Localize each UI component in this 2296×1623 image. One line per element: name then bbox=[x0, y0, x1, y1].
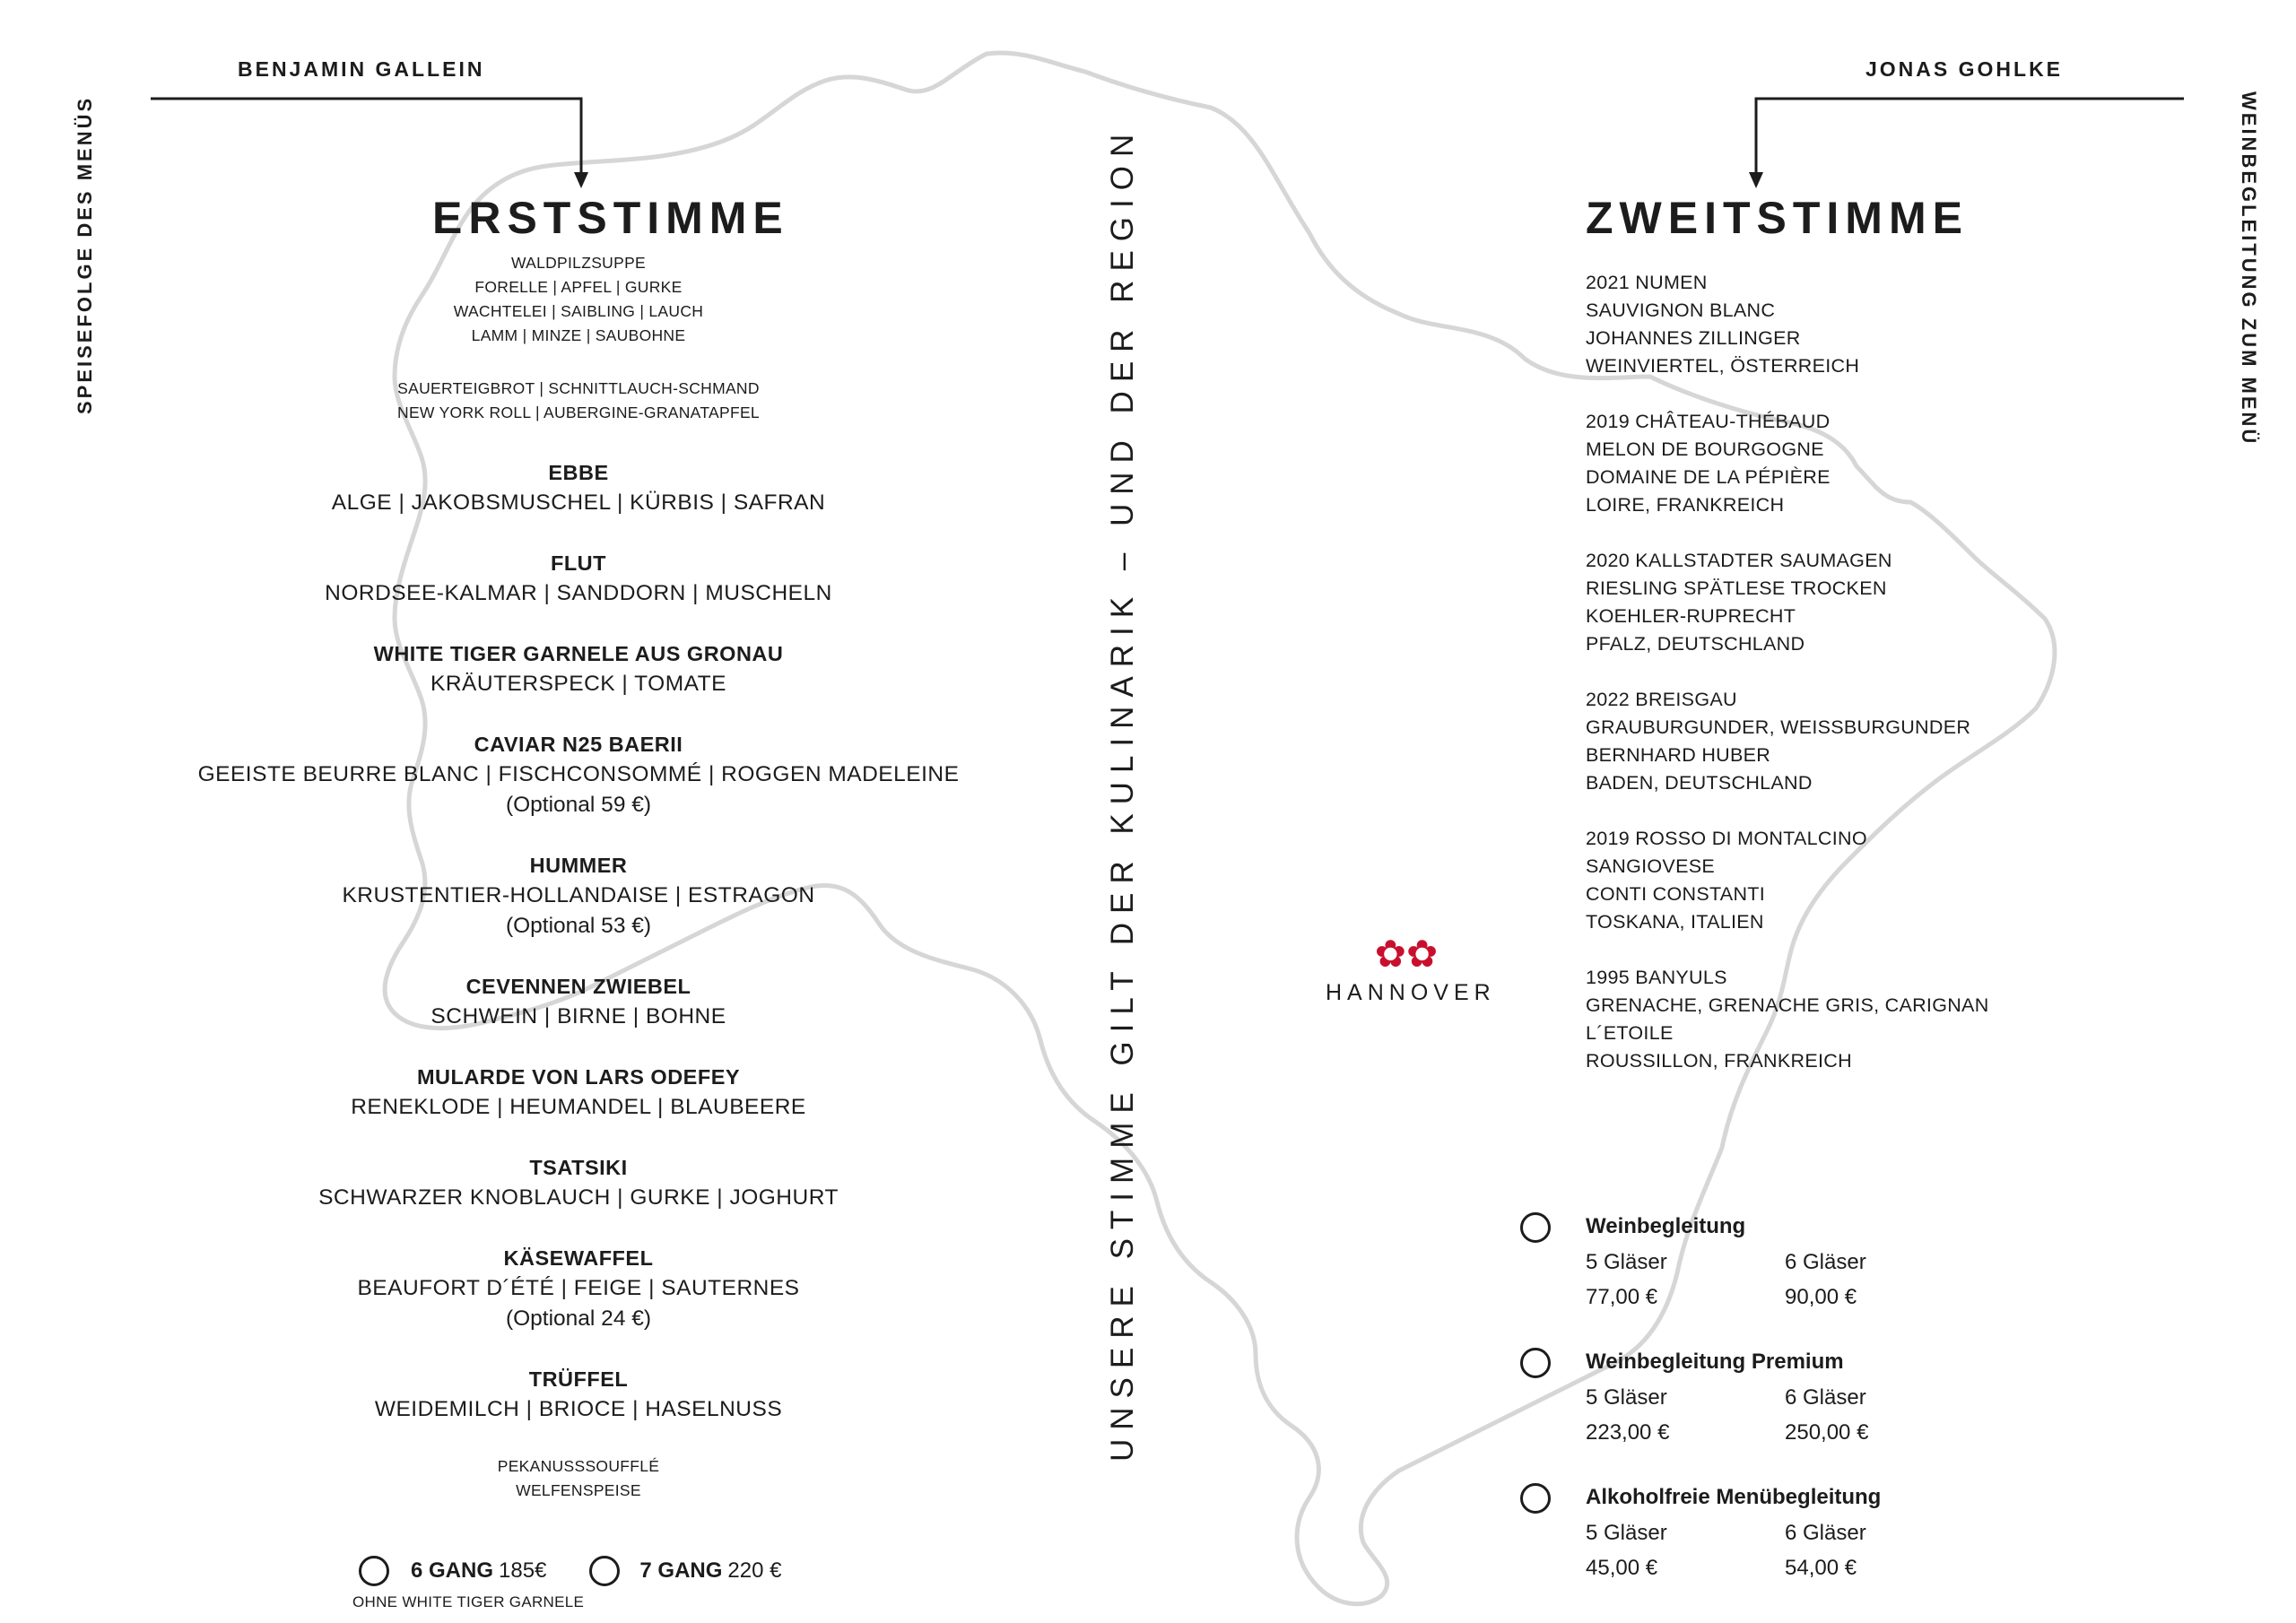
pairing-option bbox=[1520, 1212, 2058, 1320]
course-desc: RENEKLODE | HEUMANDEL | BLAUBEERE bbox=[351, 1095, 806, 1119]
menu-choice-note: OHNE WHITE TIGER GARNELE bbox=[352, 1593, 585, 1610]
course-item bbox=[135, 729, 1022, 820]
course-item bbox=[135, 1062, 1022, 1123]
six-course-price: 185€ bbox=[499, 1558, 547, 1583]
amuse-line: FORELLE | APFEL | GURKE bbox=[474, 278, 683, 296]
pairing-col1-label: 5 Gläser bbox=[1586, 1385, 1667, 1410]
course-desc: ALGE | JAKOBSMUSCHEL | KÜRBIS | SAFRAN bbox=[331, 490, 826, 515]
course-desc: NORDSEE-KALMAR | SANDDORN | MUSCHELN bbox=[325, 581, 832, 605]
michelin-brand bbox=[1326, 933, 1496, 1006]
wine-line: BADEN, DEUTSCHLAND bbox=[1586, 772, 1813, 794]
wine-line: TOSKANA, ITALIEN bbox=[1586, 911, 1764, 933]
seven-course-label: 7 GANG bbox=[639, 1558, 723, 1583]
pairing-col1-label: 5 Gläser bbox=[1586, 1250, 1667, 1274]
city-name: HANNOVER bbox=[1326, 980, 1496, 1005]
course-name: EBBE bbox=[548, 461, 609, 484]
wine-line: GRENACHE, GRENACHE GRIS, CARIGNAN bbox=[1586, 994, 1989, 1016]
wine-item bbox=[1586, 269, 1989, 380]
wine-line: JOHANNES ZILLINGER bbox=[1586, 327, 1801, 349]
pairing-option bbox=[1520, 1348, 2058, 1455]
pairing-option bbox=[1520, 1483, 2058, 1591]
petits-fours-line: WELFENSPEISE bbox=[516, 1481, 641, 1499]
wine-line: 2020 KALLSTADTER SAUMAGEN bbox=[1586, 550, 1892, 571]
bread-group bbox=[135, 377, 1022, 425]
pairing-col1-label: 5 Gläser bbox=[1586, 1521, 1667, 1545]
course-name: KÄSEWAFFEL bbox=[503, 1246, 654, 1270]
pairing-name: Weinbegleitung bbox=[1586, 1214, 1746, 1238]
sommelier-name: JONAS GOHLKE bbox=[1866, 57, 2064, 81]
pairing-name: Weinbegleitung Premium bbox=[1586, 1350, 1844, 1374]
right-side-label: WEINBEGLEITUNG ZUM MENÜ bbox=[2238, 91, 2260, 447]
pairing-name: Alkoholfreie Menübegleitung bbox=[1586, 1485, 1882, 1509]
amuse-line: WACHTELEI | SAIBLING | LAUCH bbox=[453, 302, 704, 320]
pairing-col2-label: 6 Gläser bbox=[1785, 1521, 1866, 1545]
wine-line: MELON DE BOURGOGNE bbox=[1586, 438, 1824, 460]
course-desc: KRÄUTERSPECK | TOMATE bbox=[430, 672, 726, 696]
wine-line: DOMAINE DE LA PÉPIÈRE bbox=[1586, 466, 1831, 488]
wine-line: SANGIOVESE bbox=[1586, 855, 1715, 877]
wine-line: ROUSSILLON, FRANKREICH bbox=[1586, 1050, 1852, 1072]
course-item bbox=[135, 1152, 1022, 1213]
pairing-radio[interactable] bbox=[1520, 1212, 1551, 1243]
wine-line: KOEHLER-RUPRECHT bbox=[1586, 605, 1796, 627]
left-section-title: ERSTSTIMME bbox=[432, 193, 789, 243]
wine-line: 2021 NUMEN bbox=[1586, 272, 1708, 293]
course-name: FLUT bbox=[550, 551, 607, 575]
course-name: HUMMER bbox=[529, 854, 628, 877]
bread-line: SAUERTEIGBROT | SCHNITTLAUCH-SCHMAND bbox=[397, 379, 760, 397]
bread-line: NEW YORK ROLL | AUBERGINE-GRANATAPFEL bbox=[397, 404, 760, 421]
seven-course-radio[interactable] bbox=[589, 1556, 620, 1586]
menu-choice-row bbox=[359, 1556, 781, 1586]
course-option-price: (Optional 59 €) bbox=[505, 793, 652, 817]
course-item bbox=[135, 638, 1022, 699]
course-name: MULARDE VON LARS ODEFEY bbox=[416, 1065, 741, 1089]
course-desc: WEIDEMILCH | BRIOCE | HASELNUSS bbox=[374, 1397, 783, 1421]
wine-line: BERNHARD HUBER bbox=[1586, 744, 1771, 766]
wine-line: CONTI CONSTANTI bbox=[1586, 883, 1765, 905]
pairing-col2-price: 90,00 € bbox=[1785, 1285, 1857, 1309]
pairing-col2-price: 250,00 € bbox=[1785, 1420, 1869, 1445]
pairing-radio[interactable] bbox=[1520, 1483, 1551, 1514]
amuse-line: WALDPILZSUPPE bbox=[510, 254, 647, 272]
wine-line: RIESLING SPÄTLESE TROCKEN bbox=[1586, 577, 1887, 599]
petits-fours-group bbox=[135, 1454, 1022, 1503]
course-desc: GEEISTE BEURRE BLANC | FISCHCONSOMMÉ | ROGGEN MADELEINE bbox=[197, 762, 960, 786]
course-item bbox=[135, 1364, 1022, 1425]
course-name: WHITE TIGER GARNELE AUS GRONAU bbox=[373, 642, 784, 665]
menu-column bbox=[135, 251, 1022, 1503]
wine-item bbox=[1586, 408, 1989, 519]
pairing-col2-price: 54,00 € bbox=[1785, 1556, 1857, 1580]
wine-line: WEINVIERTEL, ÖSTERREICH bbox=[1586, 355, 1860, 377]
wine-item bbox=[1586, 825, 1989, 936]
course-name: TRÜFFEL bbox=[528, 1367, 629, 1391]
amuse-bouche-group bbox=[135, 251, 1022, 348]
course-desc: SCHWEIN | BIRNE | BOHNE bbox=[430, 1004, 726, 1028]
wine-line: 2019 CHÂTEAU-THÉBAUD bbox=[1586, 411, 1831, 432]
pairing-col1-price: 77,00 € bbox=[1586, 1285, 1658, 1309]
wine-line: GRAUBURGUNDER, WEISSBURGUNDER bbox=[1586, 716, 1971, 738]
wine-item bbox=[1586, 547, 1989, 658]
petits-fours-line: PEKANUSSSOUFFLÉ bbox=[497, 1457, 660, 1475]
pairing-col1-price: 45,00 € bbox=[1586, 1556, 1658, 1580]
wine-line: SAUVIGNON BLANC bbox=[1586, 299, 1776, 321]
course-option-price: (Optional 53 €) bbox=[505, 914, 652, 938]
wine-line: 1995 BANYULS bbox=[1586, 967, 1727, 988]
course-item bbox=[135, 1243, 1022, 1334]
michelin-stars-icon: ✿✿ bbox=[1374, 933, 1439, 975]
left-side-label: SPEISEFOLGE DES MENÜS bbox=[74, 95, 96, 414]
course-item bbox=[135, 850, 1022, 942]
wine-line: PFALZ, DEUTSCHLAND bbox=[1586, 633, 1805, 655]
wine-item bbox=[1586, 964, 1989, 1075]
seven-course-price: 220 € bbox=[727, 1558, 782, 1583]
six-course-radio[interactable] bbox=[359, 1556, 389, 1586]
course-desc: KRUSTENTIER-HOLLANDAISE | ESTRAGON bbox=[342, 883, 815, 907]
course-name: CEVENNEN ZWIEBEL bbox=[465, 975, 691, 998]
course-item bbox=[135, 457, 1022, 518]
wine-item bbox=[1586, 686, 1989, 797]
course-desc: BEAUFORT D´ÉTÉ | FEIGE | SAUTERNES bbox=[357, 1276, 800, 1300]
wine-line: L´ETOILE bbox=[1586, 1022, 1674, 1044]
course-desc: SCHWARZER KNOBLAUCH | GURKE | JOGHURT bbox=[318, 1185, 839, 1210]
course-item bbox=[135, 971, 1022, 1032]
amuse-line: LAMM | MINZE | SAUBOHNE bbox=[471, 326, 686, 344]
pairing-col2-label: 6 Gläser bbox=[1785, 1250, 1866, 1274]
wine-list bbox=[1586, 269, 1989, 1103]
right-section-title: ZWEITSTIMME bbox=[1586, 193, 1969, 243]
course-item bbox=[135, 548, 1022, 609]
wine-line: 2022 BREISGAU bbox=[1586, 689, 1737, 710]
wine-line: LOIRE, FRANKREICH bbox=[1586, 494, 1785, 516]
course-name: CAVIAR N25 BAERII bbox=[474, 733, 683, 756]
pairing-col2-label: 6 Gläser bbox=[1785, 1385, 1866, 1410]
pairing-radio[interactable] bbox=[1520, 1348, 1551, 1378]
pairing-col1-price: 223,00 € bbox=[1586, 1420, 1670, 1445]
chef-name: BENJAMIN GALLEIN bbox=[238, 57, 485, 81]
wine-line: 2019 ROSSO DI MONTALCINO bbox=[1586, 828, 1867, 849]
center-tagline: UNSERE STIMME GILT DER KULINARIK – UND DER REGION bbox=[1105, 125, 1140, 1462]
course-option-price: (Optional 24 €) bbox=[505, 1306, 652, 1331]
course-name: TSATSIKI bbox=[529, 1156, 628, 1179]
six-course-label: 6 GANG bbox=[411, 1558, 494, 1583]
